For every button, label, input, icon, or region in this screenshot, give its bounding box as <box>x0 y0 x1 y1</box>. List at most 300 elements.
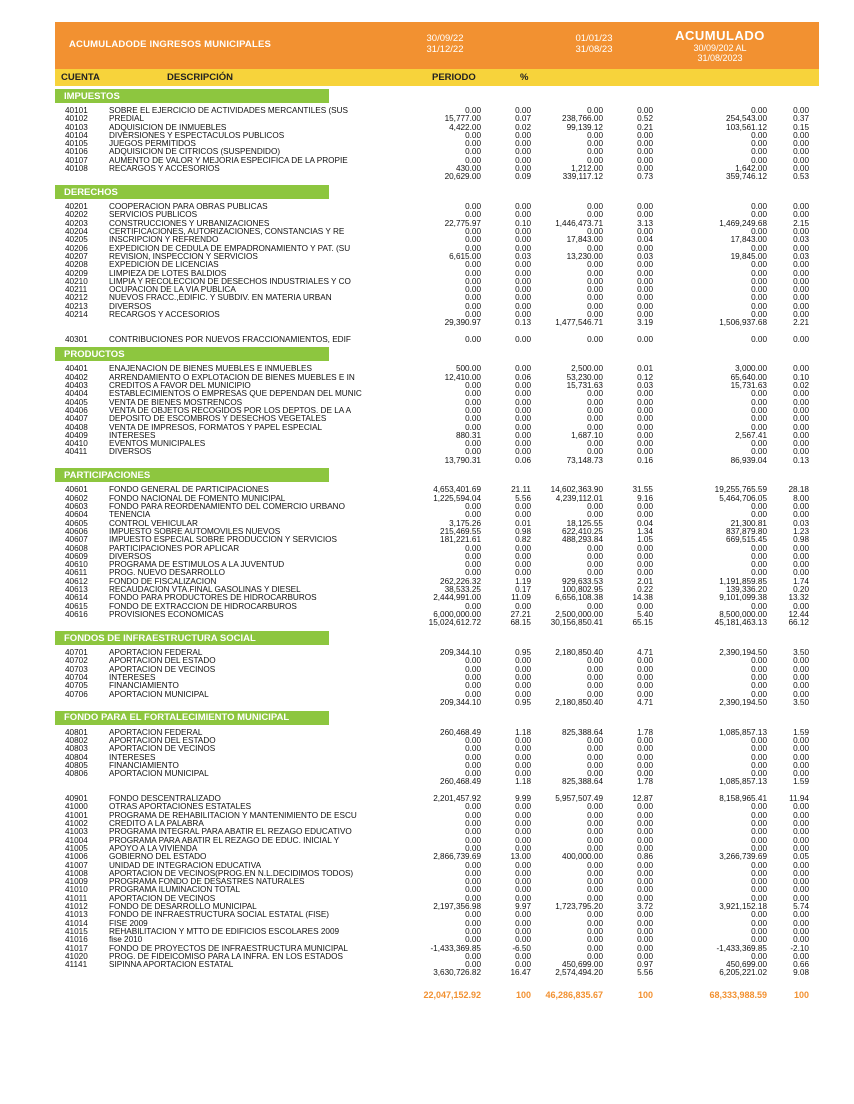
table-row-cell: 5,464,706.05 <box>719 493 767 503</box>
table-row-cell: ADQUISICION DE INMUEBLES <box>109 123 227 132</box>
col-cuenta: CUENTA <box>61 72 100 83</box>
table-row-cell: 0.00 <box>637 835 653 845</box>
section-total-row-cell: 68.15 <box>510 618 531 628</box>
table-row-cell: 9.99 <box>515 794 531 804</box>
table-row-cell: 41006 <box>65 852 88 862</box>
table-row-cell: -1,433,369.85 <box>430 943 481 953</box>
table-row-cell: 0.00 <box>751 227 767 237</box>
section-total-row-cell: 1.78 <box>637 777 653 787</box>
table-row-cell: 0.00 <box>637 268 653 278</box>
table-row-cell: 0.00 <box>515 439 531 449</box>
table-row <box>55 203 819 211</box>
section-header <box>55 631 329 645</box>
table-row <box>55 953 819 961</box>
table-row <box>55 682 819 690</box>
table-row-cell: 0.00 <box>751 802 767 812</box>
table-row-cell: 0.00 <box>751 422 767 432</box>
table-row-cell: 5.40 <box>637 609 653 619</box>
table-row-cell: 0.00 <box>465 672 481 682</box>
table-row-cell: APORTACION FEDERAL <box>109 728 203 737</box>
table-row-cell: FINANCIAMIENTO <box>109 761 179 770</box>
table-row-cell: 0.00 <box>793 910 809 920</box>
table-row-cell: 500.00 <box>455 364 481 374</box>
table-row <box>55 365 819 373</box>
section-total-row-cell: 65.15 <box>632 618 653 628</box>
table-row-cell: 0.10 <box>793 372 809 382</box>
table-row-cell: 0.00 <box>515 422 531 432</box>
table-row-cell: 0.00 <box>793 397 809 407</box>
table-row-cell: 40404 <box>65 389 88 399</box>
section-header <box>55 347 329 361</box>
table-row <box>55 870 819 878</box>
table-row-cell: 40610 <box>65 560 88 570</box>
table-row-cell: 0.00 <box>465 951 481 961</box>
table-row-cell: 3.13 <box>637 218 653 228</box>
table-row-cell: 0.00 <box>465 510 481 520</box>
table-row-cell: 0.00 <box>793 202 809 212</box>
accumulated-title: ACUMULADO <box>675 28 765 43</box>
table-row-cell: 0.00 <box>515 235 531 245</box>
table-row-cell: 0.00 <box>637 560 653 570</box>
table-row-cell: 12.44 <box>788 609 809 619</box>
table-row-cell: 40603 <box>65 502 88 512</box>
table-row-cell: 0.00 <box>751 268 767 278</box>
table-row-cell: 0.00 <box>793 935 809 945</box>
table-row-cell: 0.00 <box>751 664 767 674</box>
table-row-cell: 0.00 <box>751 210 767 220</box>
table-row-cell: 0.00 <box>637 601 653 611</box>
table-row-cell: 0.00 <box>793 601 809 611</box>
table-row-cell: 0.00 <box>751 656 767 666</box>
table-row-cell: 0.00 <box>465 397 481 407</box>
table-row-cell: 2.15 <box>793 218 809 228</box>
table-row-cell: 0.00 <box>515 293 531 303</box>
table-row-cell: DIVERSOS <box>109 552 152 561</box>
table-row-cell: 0.00 <box>637 543 653 553</box>
table-row-cell: 40205 <box>65 235 88 245</box>
table-row-cell: 1,225,594.04 <box>433 493 481 503</box>
table-row-cell: 0.00 <box>587 752 603 762</box>
table-row-cell: 0.00 <box>465 560 481 570</box>
table-row-cell: 0.00 <box>751 568 767 578</box>
col-descripcion: DESCRIPCIÓN <box>167 72 233 83</box>
table-row-cell: 3,266,739.69 <box>719 852 767 862</box>
table-row-cell: 40806 <box>65 769 88 779</box>
table-row-cell: 1,085,857.13 <box>719 727 767 737</box>
table-row-cell: 40402 <box>65 372 88 382</box>
table-row-cell: 12.87 <box>632 794 653 804</box>
section-total-row-cell: 825,388.64 <box>562 777 603 787</box>
table-row <box>55 911 819 919</box>
table-row-cell: 40608 <box>65 543 88 553</box>
table-row-cell: 0.00 <box>751 130 767 140</box>
table-row-cell: 40607 <box>65 535 88 545</box>
section-total-row <box>55 699 819 708</box>
table-row-cell: 0.00 <box>751 155 767 165</box>
table-row-cell: 6,615.00 <box>449 251 481 261</box>
table-row-cell: 0.00 <box>515 918 531 928</box>
table-row <box>55 903 819 911</box>
table-row <box>55 928 819 936</box>
table-row-cell: 0.00 <box>751 835 767 845</box>
table-row-cell: 0.00 <box>637 802 653 812</box>
table-row-cell: 0.00 <box>515 310 531 320</box>
table-row-cell: 0.00 <box>515 243 531 253</box>
table-row-cell: 0.00 <box>587 681 603 691</box>
table-row-cell: 0.00 <box>587 397 603 407</box>
table-row-cell: 0.00 <box>515 744 531 754</box>
section-total-row-cell: 29,390.97 <box>444 318 481 328</box>
table-row-cell: 0.00 <box>587 335 603 345</box>
table-row-cell: 40801 <box>65 727 88 737</box>
table-row-cell: 488,293.84 <box>562 535 603 545</box>
table-row-cell: 262,226.32 <box>440 576 481 586</box>
section-total-row <box>55 778 819 787</box>
table-row-cell: 0.00 <box>587 268 603 278</box>
table-row-cell: 40107 <box>65 155 88 165</box>
table-row-cell: 0.21 <box>637 122 653 132</box>
table-row-cell: 0.00 <box>515 285 531 295</box>
table-row-cell: 0.00 <box>751 868 767 878</box>
table-row-cell: 0.00 <box>751 935 767 945</box>
table-row-cell: 0.00 <box>587 510 603 520</box>
table-row-cell: 0.00 <box>637 868 653 878</box>
table-row-cell: 5.74 <box>793 902 809 912</box>
table-row <box>55 424 819 432</box>
table-row-cell: 0.00 <box>587 301 603 311</box>
table-row-cell: 0.00 <box>793 422 809 432</box>
table-row-cell: 0.02 <box>515 122 531 132</box>
table-row-cell: 40409 <box>65 430 88 440</box>
table-row-cell: 0.00 <box>465 276 481 286</box>
table-row-cell: 0.00 <box>751 885 767 895</box>
table-row-cell: 0.00 <box>637 877 653 887</box>
table-row-cell: 0.00 <box>637 860 653 870</box>
table-row-cell: 0.00 <box>751 689 767 699</box>
table-row-cell: 0.00 <box>587 293 603 303</box>
table-row-cell: 0.00 <box>465 243 481 253</box>
table-row-cell: 825,388.64 <box>562 727 603 737</box>
table-row-cell: 99,139.12 <box>566 122 603 132</box>
table-row-cell: 40611 <box>65 568 88 578</box>
table-row <box>55 236 819 244</box>
section-total-row-cell: 2,574,494.20 <box>555 968 603 978</box>
table-row-cell: RECAUDACION VTA.FINAL GASOLINAS Y DIESEL <box>109 586 301 595</box>
period-2-dates <box>559 33 629 55</box>
grand-total-pct: 100 <box>515 990 531 1001</box>
table-row-cell: 14,602,363.90 <box>550 485 603 495</box>
table-row-cell: 0.52 <box>637 114 653 124</box>
table-row-cell: 0.00 <box>751 260 767 270</box>
table-row-cell: FONDO NACIONAL DE FOMENTO MUNICIPAL <box>109 494 286 503</box>
table-row-cell: 0.00 <box>515 164 531 174</box>
table-row <box>55 553 819 561</box>
table-row-cell: 0.00 <box>637 735 653 745</box>
table-row-cell: CREDITOS A FAVOR DEL MUNICIPIO <box>109 382 251 391</box>
table-row-cell: 0.00 <box>637 752 653 762</box>
section-total-row-cell: 1,477,546.71 <box>555 318 603 328</box>
table-row-cell: 0.00 <box>751 926 767 936</box>
table-row-cell: 0.00 <box>587 543 603 553</box>
table-row-cell: NUEVOS FRACC.,EDIFIC. Y SUBDIV. EN MATERIA URBAN <box>109 294 332 303</box>
table-row-cell: 8,500,000.00 <box>719 609 767 619</box>
table-row-cell: 260,468.49 <box>440 727 481 737</box>
table-row-cell: COOPERACION PARA OBRAS PUBLICAS <box>109 203 268 212</box>
table-row-cell: 1.74 <box>793 576 809 586</box>
table-row-cell: 0.00 <box>637 227 653 237</box>
table-row-cell: 181,221.61 <box>440 535 481 545</box>
section-total-row-cell: 0.16 <box>637 455 653 465</box>
table-row-cell: 0.00 <box>793 835 809 845</box>
table-row-cell: 0.03 <box>793 518 809 528</box>
table-row-cell: AUMENTO DE VALOR Y MEJORIA ESPECIFICA DE LA PROPIE <box>109 156 348 165</box>
table-row-cell: 0.00 <box>515 389 531 399</box>
table-row-cell: 41014 <box>65 918 88 928</box>
table-row-cell: 0.00 <box>751 285 767 295</box>
table-row <box>55 878 819 886</box>
table-row-cell: 41012 <box>65 902 88 912</box>
table-row <box>55 674 819 682</box>
table-row-cell: 0.00 <box>793 310 809 320</box>
table-row-cell: 0.00 <box>637 810 653 820</box>
table-row-cell: 0.15 <box>793 122 809 132</box>
table-row-cell: 0.00 <box>793 877 809 887</box>
col-pct: % <box>520 72 529 83</box>
table-row-cell: 4,653,401.69 <box>433 485 481 495</box>
table-row-cell: 0.00 <box>465 893 481 903</box>
table-row-cell: 40212 <box>65 293 88 303</box>
table-row-cell: 41017 <box>65 943 88 953</box>
table-row-cell: 1.59 <box>793 727 809 737</box>
table-row-cell: 17,843.00 <box>566 235 603 245</box>
table-row <box>55 228 819 236</box>
table-row <box>55 666 819 674</box>
table-row-cell: DIVERSOS <box>109 448 152 457</box>
section-total-row-cell: 2,180,850.40 <box>555 697 603 707</box>
table-row <box>55 245 819 253</box>
table-row-cell: UNIDAD DE INTEGRACION EDUCATIVA <box>109 861 262 870</box>
table-row-cell: 0.37 <box>793 114 809 124</box>
table-row-cell: 0.00 <box>751 551 767 561</box>
section-total-row-cell: 260,468.49 <box>440 777 481 787</box>
table-row-cell: 0.00 <box>793 868 809 878</box>
table-row-cell: 40614 <box>65 593 88 603</box>
table-row-cell: 0.00 <box>637 397 653 407</box>
table-row-cell: 0.00 <box>637 210 653 220</box>
section-total-row-cell: 209,344.10 <box>440 697 481 707</box>
table-row-cell: 0.00 <box>465 106 481 115</box>
section-total-row-cell: 0.09 <box>515 172 531 182</box>
table-row-cell: 0.00 <box>515 960 531 970</box>
table-row-cell: 40204 <box>65 227 88 237</box>
table-row-cell: 0.00 <box>793 664 809 674</box>
table-row-cell: ADQUISICION DE CITRICOS (SUSPENDIDO) <box>109 148 281 157</box>
table-row-cell: 0.00 <box>515 935 531 945</box>
table-row <box>55 336 819 344</box>
table-row-cell: PROGRAMA DE REHABILITACION Y MANTENIMIENTO DE ESCU <box>109 811 357 820</box>
table-row-cell: CONTRIBUCIONES POR NUEVOS FRACCIONAMIENTOS, EDIF <box>109 336 351 345</box>
table-row-cell: 0.00 <box>751 543 767 553</box>
section-total-row-cell: 20,629.00 <box>444 172 481 182</box>
table-row-cell: 0.00 <box>637 568 653 578</box>
table-row-cell: 0.00 <box>587 744 603 754</box>
section-title: IMPUESTOS <box>64 90 120 102</box>
section-total-row-cell: 3.19 <box>637 318 653 328</box>
table-row-cell: 0.00 <box>465 689 481 699</box>
table-row-cell: 0.00 <box>515 139 531 149</box>
table-row-cell: 450,699.00 <box>562 960 603 970</box>
table-row-cell: 41009 <box>65 877 88 887</box>
table-row-cell: 40213 <box>65 301 88 311</box>
table-row <box>55 399 819 407</box>
table-row-cell: FONDO DE DESARROLLO MUNICIPAL <box>109 903 257 912</box>
spacer <box>55 328 819 336</box>
table-row-cell: 1,212.00 <box>571 164 603 174</box>
table-row-cell: 0.00 <box>515 893 531 903</box>
section-total-row-cell: 0.53 <box>793 172 809 182</box>
table-row-cell: 0.00 <box>587 769 603 779</box>
table-row-cell: 0.00 <box>637 260 653 270</box>
table-row-cell: RECARGOS Y ACCESORIOS <box>109 311 220 320</box>
table-row-cell: 40401 <box>65 364 88 374</box>
table-row-cell: 40604 <box>65 510 88 520</box>
section-total-row-cell: 16.47 <box>510 968 531 978</box>
table-row-cell: 0.00 <box>637 656 653 666</box>
table-row-cell: CERTIFICACIONES, AUTORIZACIONES, CONSTANCIAS Y RE <box>109 228 345 237</box>
table-row-cell: 0.00 <box>465 414 481 424</box>
table-row-cell: 0.17 <box>515 585 531 595</box>
table-row-cell: 0.00 <box>751 843 767 853</box>
table-row <box>55 945 819 953</box>
col-periodo: PERIODO <box>432 72 476 83</box>
table-row-cell: 40102 <box>65 114 88 124</box>
table-row-cell: 0.00 <box>465 130 481 140</box>
table-row-cell: 450,699.00 <box>726 960 767 970</box>
table-row-cell: 0.00 <box>637 430 653 440</box>
table-row-cell: 40616 <box>65 609 88 619</box>
table-row-cell: FONDO DE PROYECTOS DE INFRAESTRUCTURA MUNICIPAL <box>109 944 348 953</box>
table-row-cell: 0.00 <box>465 293 481 303</box>
section-total-row-cell: 73,148.73 <box>566 455 603 465</box>
table-row-cell: 0.00 <box>793 560 809 570</box>
table-row-cell: 103,561.12 <box>726 122 767 132</box>
period-2-start: 01/01/23 <box>575 33 613 44</box>
table-row <box>55 536 819 544</box>
table-row-cell: 0.00 <box>465 868 481 878</box>
table-row-cell: 0.00 <box>793 752 809 762</box>
table-row-cell: 4,239,112.01 <box>555 493 603 503</box>
table-row-cell: 0.00 <box>751 893 767 903</box>
table-row-cell: 0.00 <box>637 147 653 157</box>
section-header <box>55 185 329 199</box>
table-row-cell: 0.00 <box>793 502 809 512</box>
table-row-cell: 2,500,000.00 <box>555 609 603 619</box>
table-row-cell: 1.23 <box>793 526 809 536</box>
table-row-cell: APORTACION DE VECINOS <box>109 745 216 754</box>
table-row-cell: 0.00 <box>793 147 809 157</box>
table-row <box>55 503 819 511</box>
table-row-cell: 0.00 <box>751 827 767 837</box>
table-row-cell: 40408 <box>65 422 88 432</box>
table-row <box>55 115 819 123</box>
table-row <box>55 657 819 665</box>
section-total-row-cell: 66.12 <box>788 618 809 628</box>
grand-total-period2: 46,286,835.67 <box>545 990 603 1001</box>
table-row-cell: 0.00 <box>637 885 653 895</box>
table-row-cell: 0.00 <box>515 760 531 770</box>
table-row-cell: 0.00 <box>515 397 531 407</box>
table-row-cell: 0.00 <box>637 551 653 561</box>
table-row-cell: 0.00 <box>515 672 531 682</box>
table-row-cell: 0.00 <box>465 310 481 320</box>
table-row-cell: 0.00 <box>793 918 809 928</box>
table-row-cell: 41003 <box>65 827 88 837</box>
table-row-cell: 0.00 <box>515 656 531 666</box>
table-row-cell: 1,469,249.68 <box>719 218 767 228</box>
table-row-cell: 0.00 <box>515 510 531 520</box>
table-row-cell: 0.00 <box>587 502 603 512</box>
table-row-cell: 0.00 <box>637 414 653 424</box>
table-row-cell: 0.00 <box>637 935 653 945</box>
table-row <box>55 828 819 836</box>
table-row-cell: 9.97 <box>515 902 531 912</box>
table-row-cell: 1.19 <box>515 576 531 586</box>
table-row-cell: TENENCIA <box>109 511 151 520</box>
table-row-cell: 0.07 <box>515 114 531 124</box>
table-row-cell: 21,300.81 <box>730 518 767 528</box>
table-row-cell: 0.00 <box>637 335 653 345</box>
table-row-cell: 0.00 <box>465 301 481 311</box>
table-row-cell: FONDO PARA REORDENAMIENTO DEL COMERCIO URBANO <box>109 503 345 512</box>
table-row-cell: FONDO PARA PRODUCTORES DE HIDROCARBUROS <box>109 594 317 603</box>
report-body <box>55 89 819 978</box>
table-row-cell: 0.00 <box>793 430 809 440</box>
table-row-cell: -2.10 <box>790 943 809 953</box>
table-row-cell: 0.00 <box>751 672 767 682</box>
table-row-cell: 41007 <box>65 860 88 870</box>
section-header <box>55 89 329 103</box>
table-row-cell: 0.00 <box>465 926 481 936</box>
table-row-cell: APORTACION DE VECINOS <box>109 665 216 674</box>
table-row-cell: 0.00 <box>751 147 767 157</box>
table-row-cell: 0.00 <box>465 835 481 845</box>
table-row-cell: APORTACION DE VECINOS <box>109 894 216 903</box>
table-row-cell: 53,230.00 <box>566 372 603 382</box>
table-row-cell: 0.00 <box>793 364 809 374</box>
table-row-cell: 0.00 <box>587 147 603 157</box>
section-total-row-cell: 15,024,612.72 <box>428 618 481 628</box>
table-row-cell: 0.00 <box>515 802 531 812</box>
table-row-cell: APORTACION MUNICIPAL <box>109 690 209 699</box>
table-row-cell: 100,802.95 <box>562 585 603 595</box>
table-row-cell: 0.00 <box>465 885 481 895</box>
report-title: ACUMULADODE INGRESOS MUNICIPALES <box>69 39 272 50</box>
section-total-row-cell: 359,746.12 <box>726 172 767 182</box>
table-row-cell: IMPUESTO ESPECIAL SOBRE PRODUCCION Y SERVICIOS <box>109 536 337 545</box>
table-row-cell: 0.00 <box>793 301 809 311</box>
table-row-cell: 3,921,152.18 <box>719 902 767 912</box>
table-row-cell: 40605 <box>65 518 88 528</box>
table-row-cell: 0.04 <box>637 235 653 245</box>
table-row-cell: 0.00 <box>515 926 531 936</box>
table-row-cell: EXPEDICION DE CEDULA DE EMPADRONAMIENTO Y PAT. (SU <box>109 244 351 253</box>
table-row-cell: 0.00 <box>793 210 809 220</box>
table-row-cell: 0.03 <box>793 251 809 261</box>
table-row-cell: 0.00 <box>515 155 531 165</box>
table-row <box>55 157 819 165</box>
table-row-cell: ENAJENACION DE BIENES MUEBLES E INMUEBLES <box>109 365 312 374</box>
table-row-cell: 0.00 <box>587 868 603 878</box>
